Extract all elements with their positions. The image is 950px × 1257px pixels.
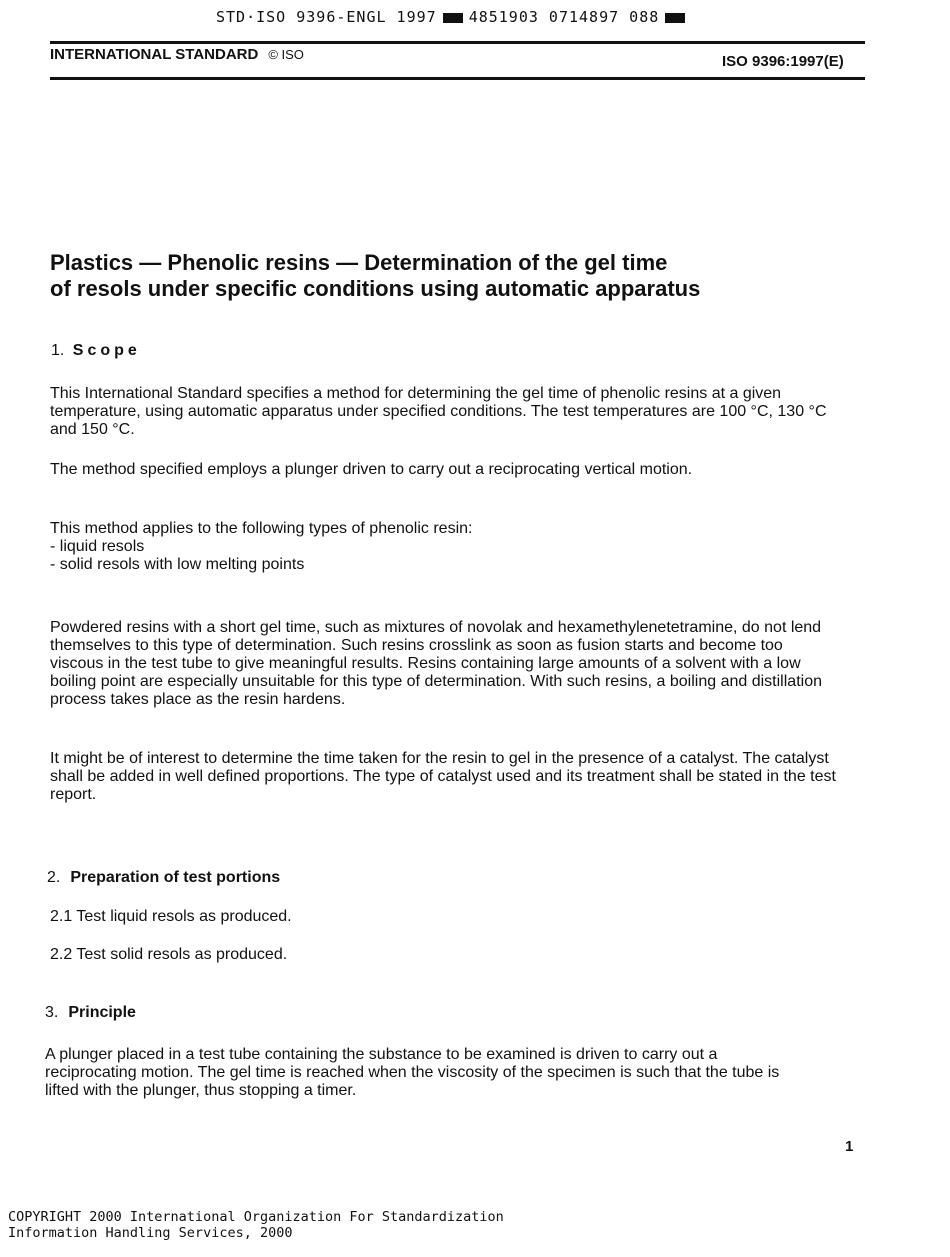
section-2-item-1: 2.1 Test liquid resols as produced. [50,908,292,925]
header-rule-bottom [50,77,865,80]
iso-mark: © ISO [268,47,304,62]
page-title [50,250,870,302]
copyright-line-1: COPYRIGHT 2000 International Organization For Standardization [8,1209,504,1225]
scope-heading [51,342,141,360]
standard-label: INTERNATIONAL STANDARD [50,46,259,63]
header-left [50,46,304,63]
scope-list-item: - solid resols with low melting points [50,556,305,573]
section-3-paragraph: A plunger placed in a test tube containing the substance to be examined is driven to carry out a reciprocating motion. The gel time is reached when the viscosity of the specimen is such that the tube is lifted with the plunger, thus stopping a timer. [45,1046,780,1099]
page-number: 1 [845,1138,854,1155]
scope-number: 1. [51,342,65,359]
scope-paragraph-2: The method specified employs a plunger driven to carry out a reciprocating vertical motion. [50,461,693,478]
scope-title: Scope [72,342,141,359]
stamp-block [443,13,463,23]
stamp-block [665,13,685,23]
section-3-number: 3. [45,1004,59,1021]
scope-list-item: - liquid resols [50,538,145,555]
header-rule-top [50,41,865,44]
copyright-footer [8,1209,504,1241]
stamp-left: STD·ISO 9396-ENGL 1997 [216,8,437,26]
section-3-title: Principle [68,1004,136,1021]
document-number: ISO 9396:1997(E) [722,53,844,70]
section-3-heading [45,1004,136,1022]
scope-paragraph-5: It might be of interest to determine the time taken for the resin to gel in the presence of a catalyst. The catalyst shall be added in well defined proportions. The type of catalyst used and its treatment shall be stated in the test report. [50,750,836,803]
scope-paragraph-4: Powdered resins with a short gel time, such as mixtures of novolak and hexamethylenetetramine, do not lend themselves to this type of determination. Such resins crosslink as soon as fusion starts and become too viscous in the test tube to give meaningful results. Resins containing large amounts of a solvent with a low boiling point are especially unsuitable for this type of determination. With such resins, a boiling and distillation process takes place as the resin hardens. [50,619,822,708]
scope-list-intro: This method applies to the following types of phenolic resin: [50,520,473,537]
section-2-heading [47,869,280,887]
section-2-title: Preparation of test portions [70,869,281,886]
title-line-2: of resols under specific conditions using automatic apparatus [50,276,701,301]
copyright-line-2: Information Handling Services, 2000 [8,1225,293,1241]
scope-paragraph-1: This International Standard specifies a method for determining the gel time of phenolic resins at a given temperature, using automatic apparatus under specified conditions. The test temperatures are 100 °C, 130 °C and 150 °C. [50,385,827,438]
title-line-1: Plastics — Phenolic resins — Determination of the gel time [50,250,668,275]
document-stamp [216,8,691,26]
section-2-item-2: 2.2 Test solid resols as produced. [50,946,288,963]
stamp-right: 4851903 0714897 088 [468,8,660,26]
scope-paragraph-3 [50,520,840,574]
section-2-number: 2. [47,869,61,886]
